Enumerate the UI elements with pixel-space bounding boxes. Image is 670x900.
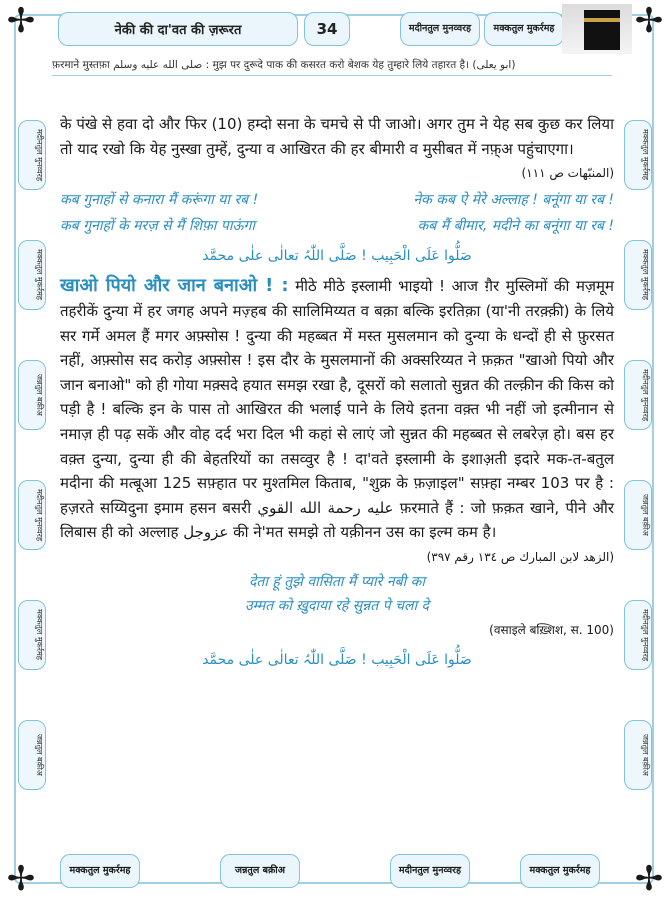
verse-half: नेक कब ऐ मेरे अल्लाह ! बनूंगा या रब ! xyxy=(413,191,614,208)
side-label: मक्कतुल मुकर्रमह xyxy=(624,240,652,310)
side-label: जन्नतुल बक़ीअ xyxy=(18,720,46,790)
page-number: 34 xyxy=(304,12,350,46)
paragraph: के पंखे से हवा दो और फिर (10) हम्दो सना के चमचे से पी जाओ। अगर तुम ने येह सब कुछ कर लिया तो याद रखो कि येह नुस्खा तुम्हें, दुन्या व आखिरत की हर बीमारी व मुसीबत में नफ़्अ पहुंचाएगा। xyxy=(60,115,614,158)
side-label: जन्नतुल बक़ीअ xyxy=(624,480,652,550)
verse-line: उम्मत को ख़ुदाया रहे सुन्नत पे चला दे xyxy=(245,597,429,614)
source-citation: (वसाइले बख़्शिश, स. 100) xyxy=(489,622,614,637)
salawat-line: صَلُّوا عَلَی الْحَبِیب ! صَلَّی اللّٰہُ تعالٰی علٰی محمَّد xyxy=(202,652,472,669)
paragraph xyxy=(60,274,614,545)
header-tag: मक्कतुल मुकर्रमह xyxy=(484,12,564,46)
section-heading: खाओ पियो और जान बनाओ ! : xyxy=(60,275,289,297)
footer-tag: मक्कतुल मुकर्रमह xyxy=(60,854,140,888)
verse-half: कब मैं बीमार, मदीने का बनूंगा या रब ! xyxy=(417,217,614,234)
verse-half: कब गुनाहों के मरज़ से मैं शिफ़ा पाऊंगा xyxy=(60,217,255,234)
ornament-icon: ✢ xyxy=(634,1,664,41)
side-label: मदीनतुल मुनव्वरह xyxy=(624,600,652,670)
page-title: नेकी की दा'वत की ज़रूरत xyxy=(58,12,298,46)
ornament-icon: ✢ xyxy=(6,1,36,41)
ornament-icon: ✢ xyxy=(634,859,664,899)
source-citation: (الزهد لابن المبارك ص ١٣٤ رقم ٣٩٧) xyxy=(426,549,614,564)
hadith-line: फ़रमाने मुस्तफ़ा صلى الله عليه وسلم : मुझ पर दुरूदे पाक की कसरत करो बेशक येह तुम्हारे लिये तहारत है। (ابو يعلى) xyxy=(52,58,612,76)
side-label: मक्कतुल मुकर्रमह xyxy=(18,600,46,670)
side-label: मक्कतुल मुकर्रमह xyxy=(624,120,652,190)
footer-tag: मक्कतुल मुकर्रमह xyxy=(520,854,600,888)
verse-line: देता हूं तुझे वासिता मैं प्यारे नबी का xyxy=(248,573,426,590)
side-label: मदीनतुल मुनव्वरह xyxy=(18,120,46,190)
main-content xyxy=(60,112,614,679)
salawat-line: صَلُّوا عَلَی الْحَبِیب ! صَلَّی اللّٰہُ تعالٰی علٰی محمَّد xyxy=(202,247,472,264)
verse-half: कब गुनाहों से कनारा मैं करूंगा या रब ! xyxy=(60,191,259,208)
side-label: मदीनतुल मुनव्वरह xyxy=(624,360,652,430)
kaaba-image xyxy=(562,4,632,54)
verse-line xyxy=(60,214,614,238)
source-citation: (المنبّهات ص ١١١) xyxy=(521,166,614,181)
paragraph-text: मीठे मीठे इस्लामी भाइयो ! आज ग़ैर मुस्लिमों की मज़मूम तहरीकें दुन्या में हर जगह अपने मज़्हब की सालिमिय्यत व बक़ा बल्कि इरतिक़ा (या'नी तरक़्क़ी) के लिये सर गर्मे अमल हैं मगर अफ़्सोस ! दुन्या की महब्बत में मस्त मुसलमान को दुन्या के धन्दों ही से फ़ुरसत नहीं, अफ़्सोस सद करोड़ अफ़्सोस ! इस दौर के मुसलमानों की अक्सरिय्यत ने फ़क़त "खाओ पियो और जान बनाओ" को ही गोया मक़्सदे हयात समझ रखा है, दूसरों को सलातो सुन्नत की तल्क़ीन की किस को पड़ी है ! बल्कि इन के पास तो आखिरत की भलाई पाने के लिये इतना वक़्त भी नहीं जो इत्मीनान से नमाज़ ही पढ़ सकें और वोह दर्द भरा दिल भी कहां से लाएं जो सुन्नत की महब्बत से लबरेज़ हो। बस हर वक़्त दुन्या, दुन्या ही की बेहतरियों का तसव्वुर है ! दा'वते इस्लामी के इशाअ़ती इदारे मक-त-बतुल मदीना की मत्बूआ 125 सफ़्हात पर मुश्तमिल किताब, "शुक्र के फ़ज़ाइल" सफ़्हा नम्बर 103 पर है : हज़रते सय्यिदुना इमाम हसन बसरी عليه رحمة الله القوي फ़रमाते हैं : जो फ़क़त खाने, पीने और लिबास ही को अल्लाह عزوجل की ने'मत समझे तो यक़ीनन उस का इल्म कम है। xyxy=(60,277,614,542)
side-label: मदीनतुल मुनव्वरह xyxy=(18,480,46,550)
header-tag: मदीनतुल मुनव्वरह xyxy=(400,12,480,46)
side-label: जन्नतुल बक़ीअ xyxy=(624,720,652,790)
footer-tag: मदीनतुल मुनव्वरह xyxy=(390,854,470,888)
footer-tag: जन्नतुल बक़ीअ xyxy=(220,854,300,888)
ornament-icon: ✢ xyxy=(6,859,36,899)
side-label: जन्नतुल बक़ीअ xyxy=(18,360,46,430)
side-label: मक्कतुल मुकर्रमह xyxy=(18,240,46,310)
verse-line xyxy=(60,188,614,212)
